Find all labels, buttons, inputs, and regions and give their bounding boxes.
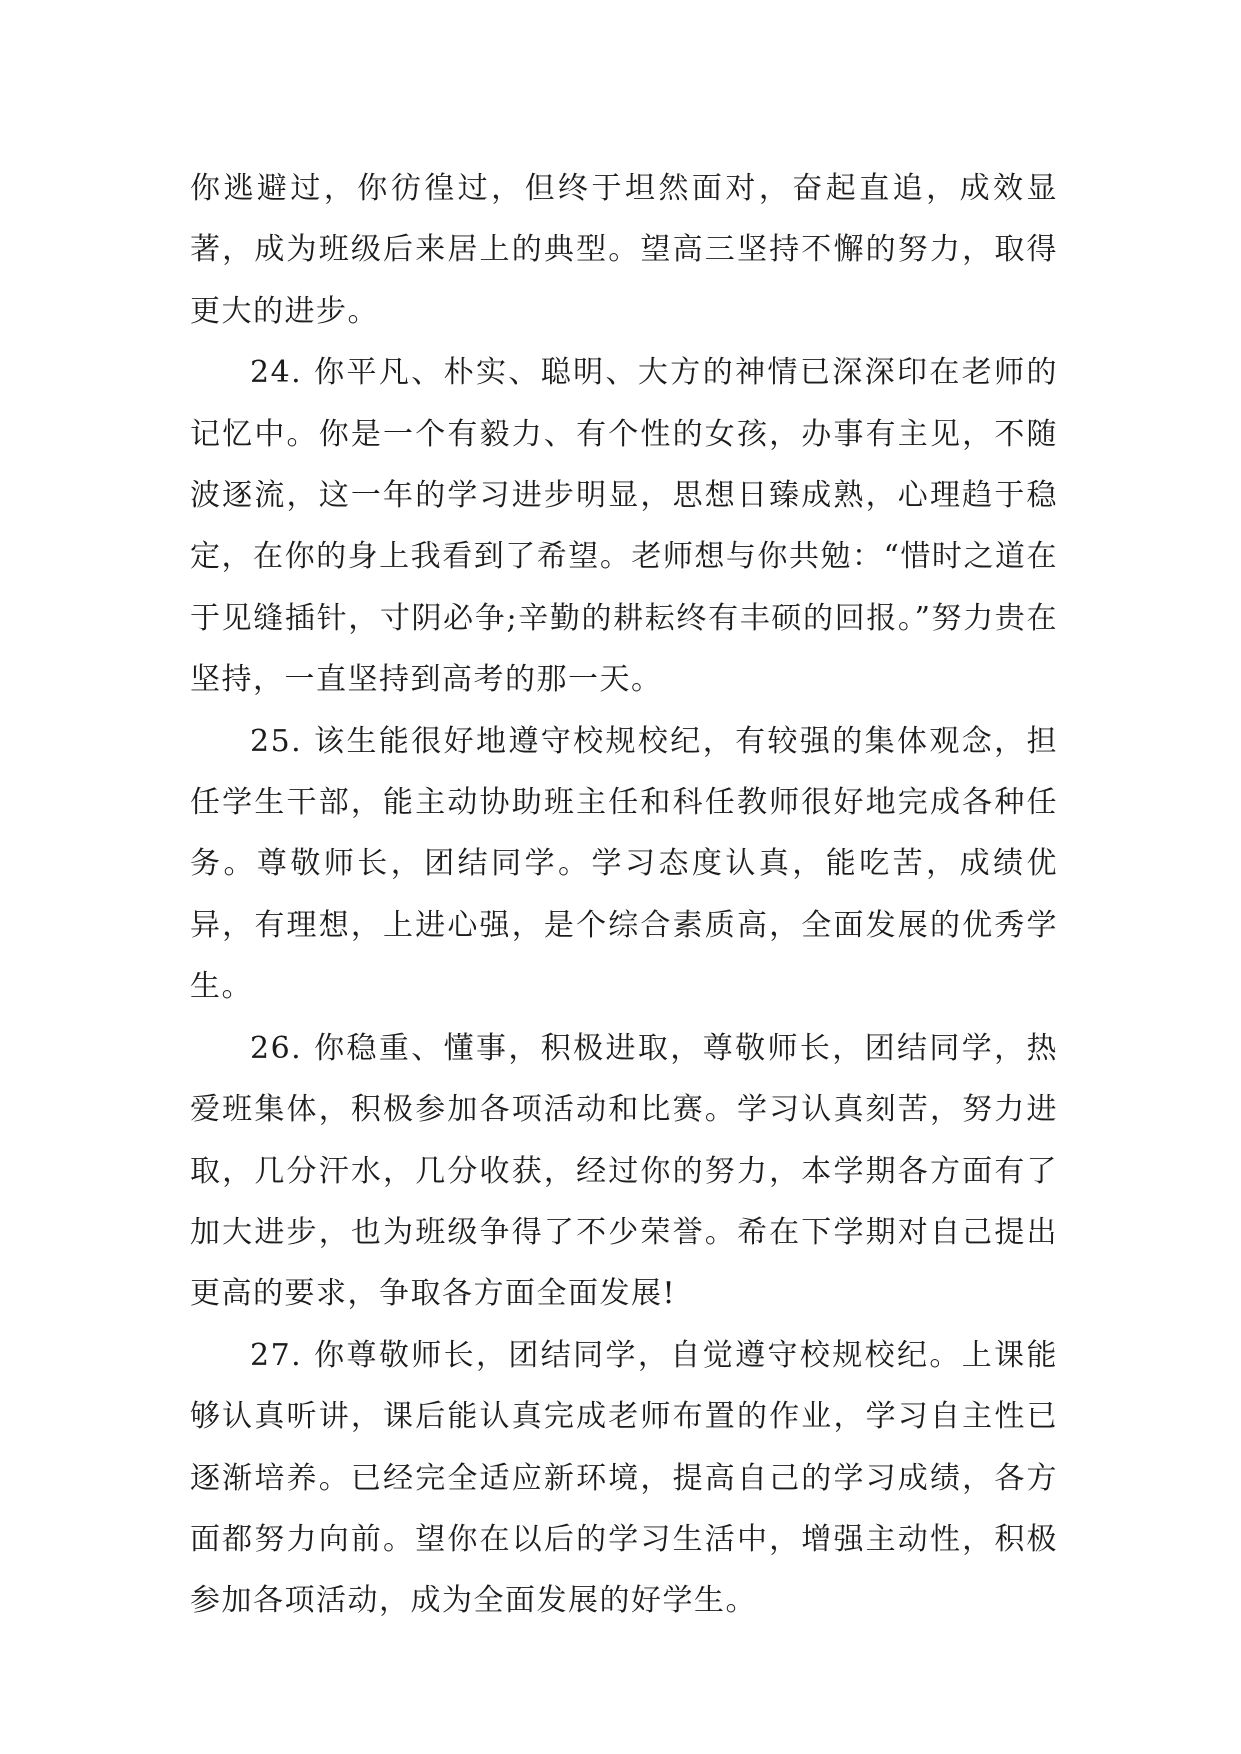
document-body [190,158,1058,1632]
paragraph-item-27: 27. 你尊敬师长，团结同学，自觉遵守校规校纪。上课能够认真听讲，课后能认真完成老师布置的作业，学习自主性已逐渐培养。已经完全适应新环境，提高自己的学习成绩，各方面都努力向前。望你在以后的学习生活中，增强主动性，积极参加各项活动，成为全面发展的好学生。 [190,1337,1058,1619]
paragraph-item-26: 26. 你稳重、懂事，积极进取，尊敬师长，团结同学，热爱班集体，积极参加各项活动和比赛。学习认真刻苦，努力进取，几分汗水，几分收获，经过你的努力，本学期各方面有了加大进步，也为班级争得了不少荣誉。希在下学期对自己提出更高的要求，争取各方面全面发展! [190,1030,1058,1312]
paragraph-item-24: 24. 你平凡、朴实、聪明、大方的神情已深深印在老师的记忆中。你是一个有毅力、有个性的女孩，办事有主见，不随波逐流，这一年的学习进步明显，思想日臻成熟，心理趋于稳定，在你的身上我看到了希望。老师想与你共勉：“惜时之道在于见缝插针，寸阴必争;辛勤的耕耘终有丰硕的回报。”努力贵在坚持，一直坚持到高考的那一天。 [190,355,1058,698]
paragraph-continuation: 你逃避过，你彷徨过，但终于坦然面对，奋起直追，成效显著，成为班级后来居上的典型。望高三坚持不懈的努力，取得更大的进步。 [190,171,1058,329]
paragraph-item-25: 25. 该生能很好地遵守校规校纪，有较强的集体观念，担任学生干部，能主动协助班主任和科任教师很好地完成各种任务。尊敬师长，团结同学。学习态度认真，能吃苦，成绩优异，有理想，上进心强，是个综合素质高，全面发展的优秀学生。 [190,723,1058,1005]
